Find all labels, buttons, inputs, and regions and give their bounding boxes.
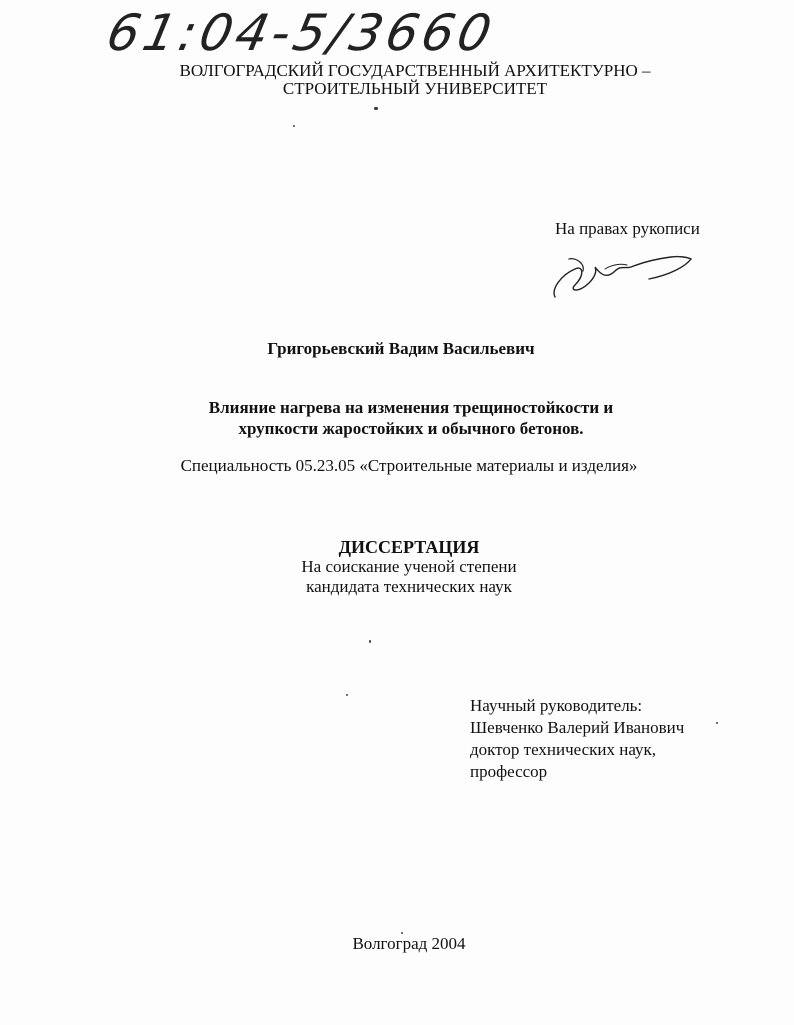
dissertation-title-line-1: Влияние нагрева на изменения трещиностойкости и: [208, 398, 614, 417]
author-signature: [545, 245, 695, 305]
university-name-line-1: ВОЛГОГРАДСКИЙ ГОСУДАРСТВЕННЫЙ АРХИТЕКТУРНО –: [179, 61, 651, 80]
supervisor-rank: профессор: [470, 762, 548, 781]
dissertation-title-line-2: хрупкости жаростойких и обычного бетонов.: [238, 419, 584, 438]
scan-speck: [374, 107, 378, 110]
scan-speck: [369, 640, 371, 643]
manuscript-rights-note: На правах рукописи: [555, 219, 700, 238]
specialty-line: Специальность 05.23.05 «Строительные материалы и изделия»: [180, 456, 638, 475]
author-name: Григорьевский Вадим Васильевич: [267, 339, 535, 358]
city-and-year: Волгоград 2004: [352, 934, 466, 953]
degree-line-2: кандидата технических наук: [306, 577, 512, 596]
document-type-heading: ДИССЕРТАЦИЯ: [338, 537, 480, 557]
handwritten-archive-code: 61:04-5/3660: [101, 4, 501, 62]
university-name-line-2: СТРОИТЕЛЬНЫЙ УНИВЕРСИТЕТ: [282, 79, 548, 98]
supervisor-label: Научный руководитель:: [470, 696, 643, 715]
supervisor-name: Шевченко Валерий Иванович: [470, 718, 685, 737]
supervisor-block: [470, 695, 684, 783]
supervisor-degree: доктор технических наук,: [470, 740, 657, 759]
scan-speck: [346, 694, 348, 696]
degree-line-1: На соискание ученой степени: [301, 557, 517, 576]
scan-speck: [293, 125, 295, 127]
scan-speck: [716, 722, 718, 724]
